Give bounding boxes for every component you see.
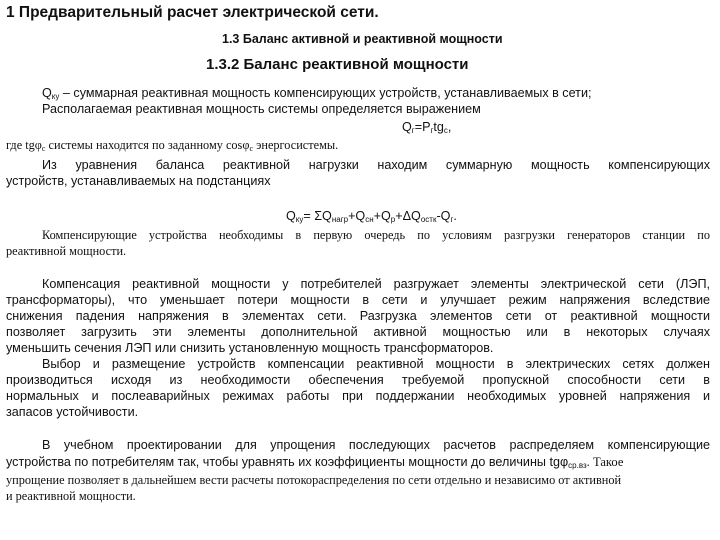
paragraph-qku-definition <box>42 86 720 101</box>
text: системы находится по заданному cosφ <box>45 138 250 152</box>
paragraph-consumer-compensation-line5: уменьшить сечения ЛЭП или снизить установленную мощность трансформаторов. <box>6 341 494 355</box>
formula-sub: c <box>41 144 46 153</box>
formula-sub: г <box>450 215 454 224</box>
heading-main: 1 Предварительный расчет электрической сети. <box>6 4 379 21</box>
formula-part: -Q <box>436 209 451 223</box>
paragraph-consumer-compensation-line3: снижения падения напряжения в элементах сети. Разгрузка элементов сети от реактивной мощности <box>6 309 710 323</box>
heading-section: 1.3 Баланс активной и реактивной мощности <box>222 32 503 46</box>
formula-part: +Q <box>348 209 366 223</box>
formula-sub: р <box>390 215 396 224</box>
formula-sub: ку <box>295 215 304 224</box>
formula-part: Q <box>402 120 412 134</box>
formula-qku-balance <box>286 209 720 224</box>
formula-part: tg <box>433 120 444 134</box>
formula-qg <box>402 120 720 135</box>
formula-part: . <box>453 209 457 223</box>
formula-part: = ΣQ <box>303 209 332 223</box>
formula-sub: c <box>443 126 448 135</box>
text: где tgφ <box>6 138 42 152</box>
formula-sub: сн <box>365 215 374 224</box>
paragraph-consumer-compensation-line2: трансформаторы), что уменьшает потери мощности в сети и улучшает режим напряжения вследствие <box>6 293 710 307</box>
paragraph-tg-note <box>6 138 710 153</box>
text: устройства по потребителям так, чтобы уравнять их коэффициенты мощности до величины tgφ <box>6 455 569 469</box>
formula-sub: остк <box>420 215 437 224</box>
formula-sub: c <box>249 144 254 153</box>
paragraph-study-design-line2 <box>6 455 710 470</box>
formula-sub: г <box>430 126 434 135</box>
sub-ku: ку <box>51 92 60 101</box>
paragraph-consumer-compensation-line1: Компенсация реактивной мощности у потребителей разгружает элементы электрической сети (ЛЭП, <box>42 277 710 291</box>
heading-subsection: 1.3.2 Баланс реактивной мощности <box>206 56 469 73</box>
formula-part: , <box>447 120 452 134</box>
paragraph-compensation-need-line2: реактивной мощности. <box>6 244 127 258</box>
paragraph-study-design-line1: В учебном проектировании для упрощения последующих расчетов распределяем компенсирующие <box>42 438 710 452</box>
paragraph-placement-line3: нормальных и послеаварийных режимах работы при поддержании необходимых уровней напряжения и <box>6 389 710 403</box>
formula-part: =P <box>414 120 431 134</box>
text: энергосистемы. <box>253 138 339 152</box>
formula-part: +ΔQ <box>395 209 421 223</box>
formula-sub: г <box>411 126 415 135</box>
paragraph-balance-line2: устройств, устанавливаемых на подстанциях <box>6 174 271 188</box>
paragraph-placement-line2: производиться исходя из необходимости обеспечения требуемой пропускной способности сети в <box>6 373 710 387</box>
formula-sub: нагр <box>331 215 349 224</box>
paragraph-consumer-compensation-line4: позволяет загрузить эти элементы дополнительной активной мощностью или в некоторых случаях <box>6 325 710 339</box>
text: . Такое <box>586 455 624 469</box>
paragraph-study-design-line4: и реактивной мощности. <box>6 489 136 503</box>
var-q: Q <box>42 86 52 100</box>
paragraph-placement-line4: запасов устойчивости. <box>6 405 139 419</box>
paragraph-placement-line1: Выбор и размещение устройств компенсации реактивной мощности в электрических сетях должен <box>42 357 710 371</box>
formula-sub: ср.вз <box>568 461 587 470</box>
formula-part: +Q <box>373 209 391 223</box>
paragraph-compensation-need-line1: Компенсирующие устройства необходимы в первую очередь по условиям разгрузки генераторов станции по <box>42 228 710 242</box>
text: – суммарная реактивная мощность компенсирующих устройств, устанавливаемых в сети; <box>59 86 592 100</box>
paragraph-balance-line1: Из уравнения баланса реактивной нагрузки находим суммарную мощность компенсирующих <box>42 158 710 172</box>
paragraph-study-design-line3: упрощение позволяет в дальнейшем вести расчеты потокораспределения по сети отдельно и независимо от активной <box>6 473 622 487</box>
paragraph-available-power: Располагаемая реактивная мощность системы определяется выражением <box>42 102 481 116</box>
formula-part: Q <box>286 209 296 223</box>
